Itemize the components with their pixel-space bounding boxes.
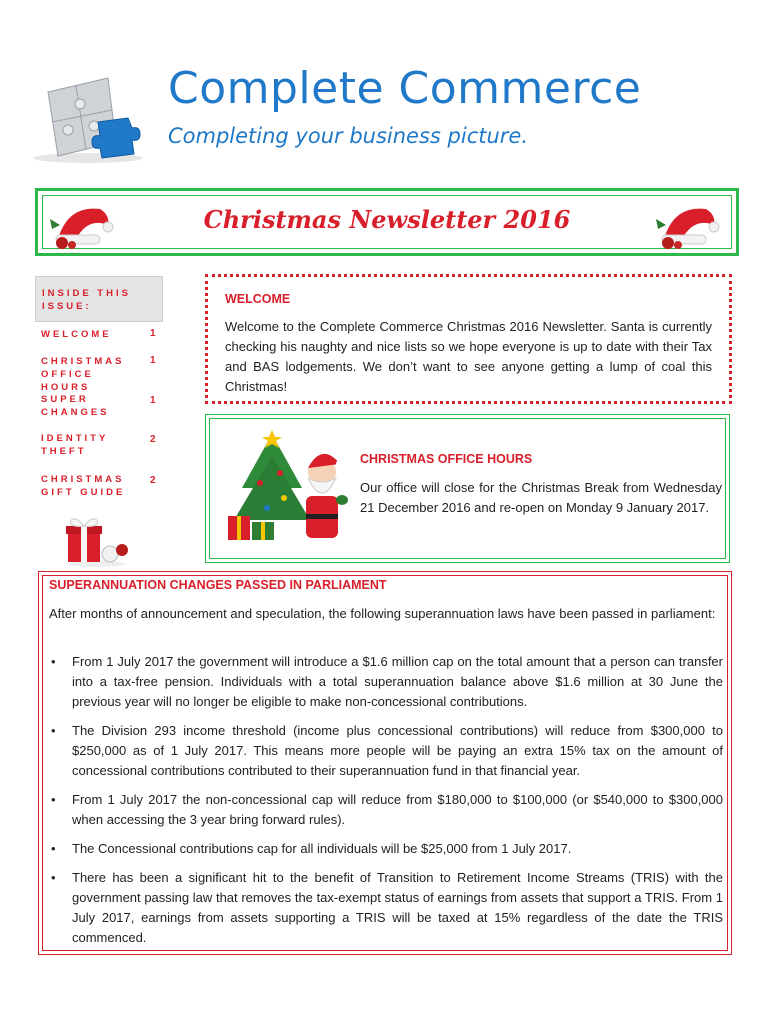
brand-title: Complete Commerce — [168, 63, 642, 114]
newsletter-title: Christmas Newsletter 2016 — [203, 205, 571, 234]
list-item-text: From 1 July 2017 the non-concessional cap will reduce from $180,000 to $100,000 (or $540,000 to $300,000 when accessing the 3 year bring forward rules). — [72, 792, 723, 827]
super-changes-intro: After months of announcement and speculation, the following superannuation laws have been passed in parliament: — [49, 606, 716, 621]
list-item — [49, 790, 723, 830]
toc-page-number: 1 — [150, 328, 156, 339]
toc-page-number: 2 — [150, 434, 156, 445]
toc-item-super-changes[interactable]: SUPER CHANGES — [41, 394, 110, 418]
toc-item-christmas-office-hours[interactable]: CHRISTMAS OFFICE HOURS — [41, 356, 125, 393]
christmas-tree-santa-icon — [222, 428, 354, 546]
brand-tagline: Completing your business picture. — [168, 124, 529, 148]
sidebar-heading: INSIDE THIS ISSUE: — [42, 288, 131, 312]
toc-page-number: 1 — [150, 355, 156, 366]
bullet-icon: • — [51, 792, 56, 807]
welcome-heading: WELCOME — [225, 292, 291, 306]
list-item — [49, 839, 723, 859]
super-changes-heading: SUPERANNUATION CHANGES PASSED IN PARLIAMENT — [49, 578, 387, 592]
bullet-icon: • — [51, 870, 56, 885]
list-item — [49, 652, 723, 712]
gift-box-icon — [60, 512, 132, 568]
office-hours-heading: CHRISTMAS OFFICE HOURS — [360, 452, 533, 466]
office-hours-body: Our office will close for the Christmas Break from Wednesday 21 December 2016 and re-open on Monday 9 January 2017. — [360, 480, 722, 515]
list-item-text: There has been a significant hit to the benefit of Transition to Retirement Income Streams (TRIS) with the government passing law that removes the tax-exempt status of earnings from assets that support a TRIS. From 1 July 2017, earnings from assets supporting a TRIS will be taxed at 15% regardless of the date the TRIS commenced. — [72, 870, 723, 945]
toc-item-identity-theft[interactable]: IDENTITY THEFT — [41, 433, 109, 457]
santa-hat-icon — [654, 195, 726, 251]
newsletter-banner — [35, 188, 739, 256]
list-item-text: The Division 293 income threshold (income plus concessional contributions) will reduce from $300,000 to $250,000 as of 1 July 2017. This means more people will be paying an extra 15% tax on the amount of concessional contributions contributed to their superannuation fund in that financial year. — [72, 723, 723, 778]
list-item-text: The Concessional contributions cap for all individuals will be $25,000 from 1 July 2017. — [72, 841, 572, 856]
super-changes-list — [49, 652, 723, 957]
puzzle-logo-icon — [28, 70, 173, 165]
toc-item-christmas-gift-guide[interactable]: CHRISTMAS GIFT GUIDE — [41, 474, 126, 498]
toc-item-welcome[interactable]: WELCOME — [41, 329, 112, 340]
list-item-text: From 1 July 2017 the government will introduce a $1.6 million cap on the total amount that a person can transfer into a tax-free pension. Individuals with a total superannuation balance above $1.6 million at 30 June the previous year will no longer be eligible to make non-concessional contributions. — [72, 654, 723, 709]
list-item — [49, 868, 723, 948]
bullet-icon: • — [51, 654, 56, 669]
toc-page-number: 1 — [150, 395, 156, 406]
bullet-icon: • — [51, 723, 56, 738]
bullet-icon: • — [51, 841, 56, 856]
welcome-body: Welcome to the Complete Commerce Christmas 2016 Newsletter. Santa is currently checking his naughty and nice lists so we hope everyone is up to date with their Tax and BAS lodgements. We don’t want to see anyone getting a lump of coal this Christmas! — [225, 319, 712, 394]
list-item — [49, 721, 723, 781]
sidebar-header-box — [35, 276, 163, 322]
toc-page-number: 2 — [150, 475, 156, 486]
